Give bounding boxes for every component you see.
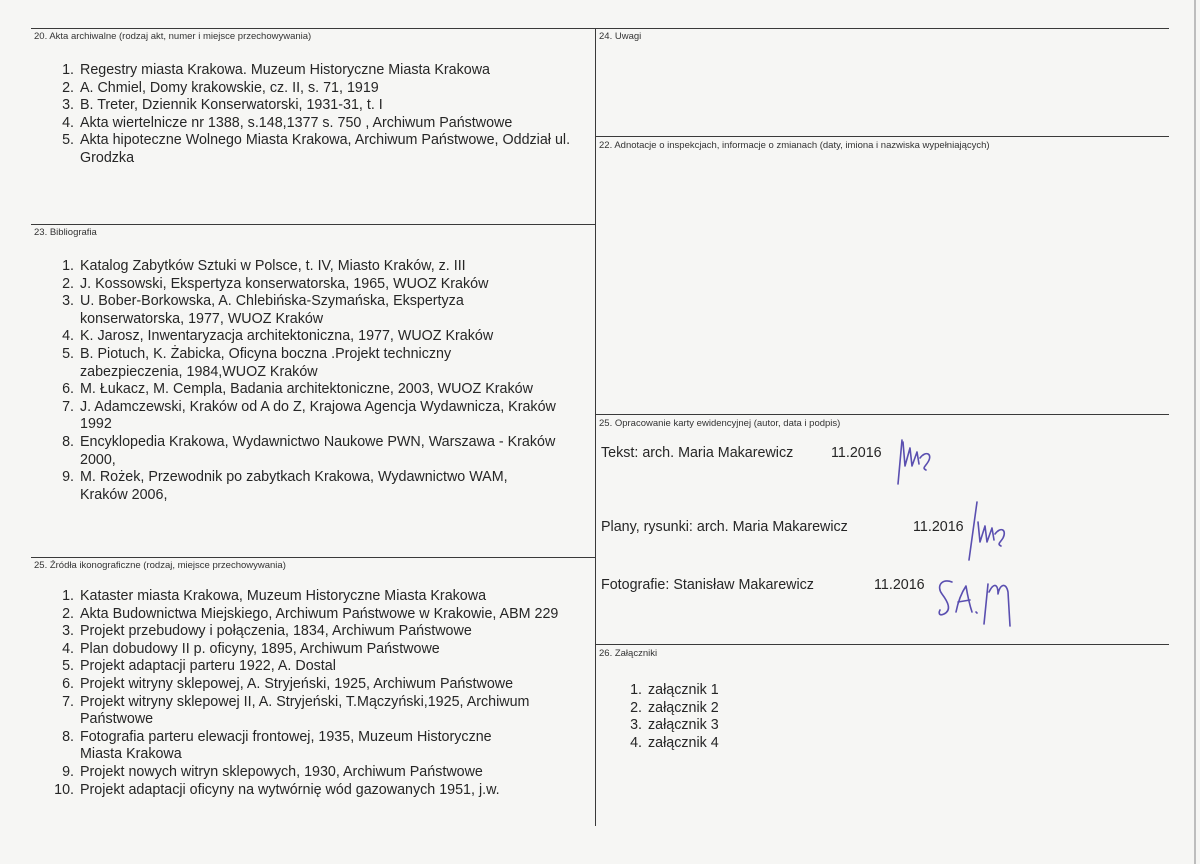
list-item: 4. K. Jarosz, Inwentaryzacja architektoniczna, 1977, WUOZ Kraków	[62, 328, 494, 345]
signature-plany	[955, 498, 1013, 564]
zalaczniki-label: 26. Załączniki	[599, 648, 658, 659]
list-item: 1. załącznik 1	[630, 682, 719, 698]
divider-uwagi-adnotacje	[595, 136, 1169, 137]
top-border	[31, 28, 1169, 29]
list-item: 7. J. Adamczewski, Kraków od A do Z, Krajowa Agencja Wydawnicza, Kraków 1992	[62, 398, 556, 433]
tekst-date: 11.2016	[831, 445, 882, 461]
divider-adnotacje-opracowanie	[595, 414, 1169, 415]
list-item: 3. załącznik 3	[630, 717, 719, 734]
signature-foto	[932, 574, 1018, 630]
bibliografia-list	[54, 258, 588, 504]
list-item: 1. Regestry miasta Krakowa. Muzeum Historyczne Miasta Krakowa	[62, 62, 490, 78]
list-item: 8. Fotografia parteru elewacji frontowej, 1935, Muzeum Historyczne Miasta Krakowa	[62, 728, 492, 763]
scan-edge	[1194, 0, 1196, 864]
tekst-author: Tekst: arch. Maria Makarewicz	[601, 445, 794, 461]
signature-tekst	[893, 436, 939, 488]
zrodla-list	[54, 588, 582, 799]
list-item: 8. Encyklopedia Krakowa, Wydawnictwo Naukowe PWN, Warszawa - Kraków 2000,	[62, 433, 556, 468]
bibliografia-label: 23. Bibliografia	[34, 227, 97, 238]
divider-bibliografia-zrodla	[31, 557, 595, 558]
list-item: 1. Katalog Zabytków Sztuki w Polsce, t. IV, Miasto Kraków, z. III	[62, 258, 466, 274]
divider-akta-bibliografia	[31, 224, 595, 225]
list-item: 9. M. Rożek, Przewodnik po zabytkach Krakowa, Wydawnictwo WAM, Kraków 2006,	[62, 469, 508, 503]
list-item: 2. Akta Budownictwa Miejskiego, Archiwum Państwowe w Krakowie, ABM 229	[62, 605, 559, 622]
akta-label: 20. Akta archiwalne (rodzaj akt, numer i miejsce przechowywania)	[34, 31, 312, 42]
zalaczniki-list	[622, 682, 922, 752]
adnotacje-label: 22. Adnotacje o inspekcjach, informacje o zmianach (daty, imiona i nazwiska wypełniających)	[599, 140, 990, 151]
list-item: 3. U. Bober-Borkowska, A. Chlebińska-Szymańska, Ekspertyza konserwatorska, 1977, WUOZ Kraków	[62, 293, 464, 327]
list-item: 5. B. Piotuch, K. Żabicka, Oficyna boczna .Projekt techniczny zabezpieczenia, 1984,WUOZ Kraków	[62, 345, 452, 380]
list-item: 3. B. Treter, Dziennik Konserwatorski, 1931-31, t. I	[62, 97, 383, 114]
plany-author: Plany, rysunki: arch. Maria Makarewicz	[601, 519, 848, 535]
list-item: 4. Plan dobudowy II p. oficyny, 1895, Archiwum Państwowe	[62, 640, 440, 657]
list-item: 3. Projekt przebudowy i połączenia, 1834, Archiwum Państwowe	[62, 623, 472, 640]
list-item: 2. A. Chmiel, Domy krakowskie, cz. II, s. 71, 1919	[62, 79, 379, 96]
uwagi-label: 24. Uwagi	[599, 31, 642, 42]
list-item: 6. M. Łukacz, M. Cempla, Badania architektoniczne, 2003, WUOZ Kraków	[62, 381, 533, 398]
list-item: 5. Akta hipoteczne Wolnego Miasta Krakowa, Archiwum Państwowe, Oddział ul. Grodzka	[62, 132, 571, 166]
center-divider	[595, 28, 596, 826]
foto-author: Fotografie: Stanisław Makarewicz	[601, 577, 814, 593]
akta-list	[54, 62, 574, 168]
list-item: 2. załącznik 2	[630, 699, 719, 716]
foto-date: 11.2016	[874, 577, 925, 593]
list-item: 5. Projekt adaptacji parteru 1922, A. Dostal	[62, 658, 336, 675]
list-item: 10. Projekt adaptacji oficyny na wytwórnię wód gazowanych 1951, j.w.	[54, 781, 500, 798]
list-item: 9. Projekt nowych witryn sklepowych, 1930, Archiwum Państwowe	[62, 763, 483, 780]
plany-date: 11.2016	[913, 519, 964, 535]
list-item: 2. J. Kossowski, Ekspertyza konserwatorska, 1965, WUOZ Kraków	[62, 275, 489, 292]
list-item: 4. Akta wiertelnicze nr 1388, s.148,1377 s. 750 , Archiwum Państwowe	[62, 114, 513, 131]
opracowanie-label: 25. Opracowanie karty ewidencyjnej (autor, data i podpis)	[599, 418, 841, 429]
list-item: 1. Kataster miasta Krakowa, Muzeum Historyczne Miasta Krakowa	[62, 588, 487, 604]
list-item: 4. załącznik 4	[630, 734, 719, 751]
zrodla-label: 25. Źródła ikonograficzne (rodzaj, miejsce przechowywania)	[34, 560, 286, 571]
list-item: 7. Projekt witryny sklepowej II, A. Stryjeński, T.Mączyński,1925, Archiwum Państwowe	[62, 693, 530, 728]
list-item: 6. Projekt witryny sklepowej, A. Stryjeński, 1925, Archiwum Państwowe	[62, 675, 514, 692]
divider-opracowanie-zalaczniki	[595, 644, 1169, 645]
